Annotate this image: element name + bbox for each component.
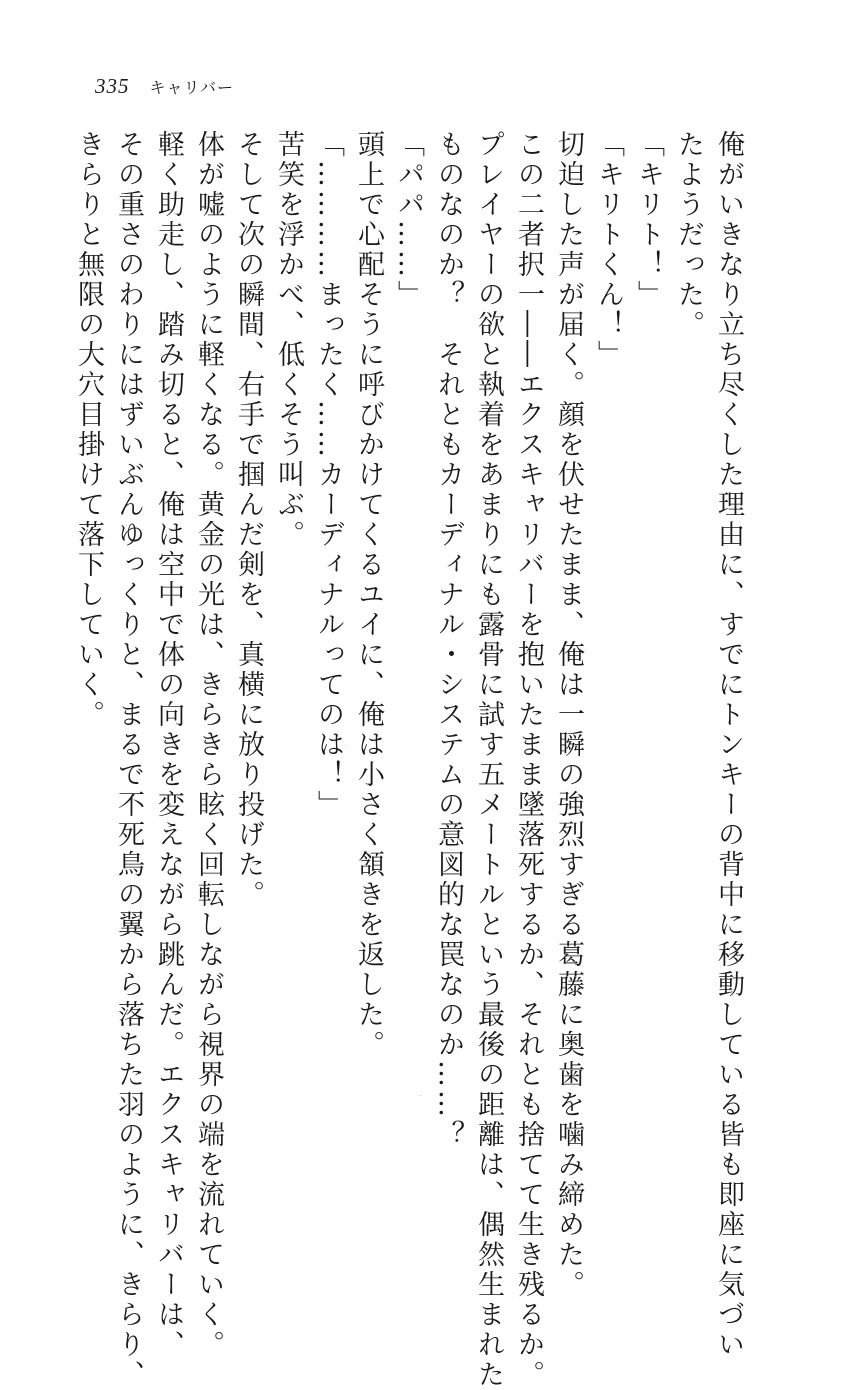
text-line: 「キリトくん！」 <box>593 130 624 370</box>
text-line: プレイヤーの欲と執着をあまりにも露骨に試す五メートルという最後の距離は、偶然生まれた <box>473 130 504 1390</box>
text-line: ものなのか？ それともカーディナル・システムの意図的な罠なのか……？ <box>433 130 464 1150</box>
paper-speck <box>345 745 346 746</box>
text-line: 苦笑を浮かべ、低くそう叫ぶ。 <box>273 130 304 550</box>
page-header <box>95 74 234 106</box>
chapter-title: キャリバー <box>149 78 235 97</box>
text-line: 体が嘘のように軽くなる。黄金の光は、きらきら眩く回転しながら視界の端を流れていく。 <box>193 130 224 1360</box>
text-line: その重さのわりにはずいぶんゆっくりと、まるで不死鳥の翼から落ちた羽のように、きらり、 <box>113 130 144 1390</box>
text-line: この二者択一――エクスキャリバーを抱いたまま墜落死するか、それとも捨てて生き残るか。 <box>513 130 544 1390</box>
vertical-body-text <box>73 130 748 1390</box>
text-line: 切迫した声が届く。顔を伏せたまま、俺は一瞬の強烈すぎる葛藤に奥歯を噛み締めた。 <box>553 130 584 1300</box>
text-line: 「キリト！」 <box>633 130 664 310</box>
text-line: そして次の瞬間、右手で掴んだ剣を、真横に放り投げた。 <box>233 130 264 910</box>
text-line: 俺がいきなり立ち尽くした理由に、すでにトンキーの背中に移動している皆も即座に気づい <box>713 130 744 1360</box>
page-number: 335 <box>95 74 130 98</box>
text-line: きらりと無限の大穴目掛けて落下していく。 <box>73 130 104 730</box>
text-line: 「パパ……」 <box>393 130 424 310</box>
paper-speck <box>420 1095 421 1096</box>
text-line: 頭上で心配そうに呼びかけてくるユイに、俺は小さく頷きを返した。 <box>353 130 384 1060</box>
text-line: 「…………まったく……カーディナルってのは！」 <box>313 130 344 820</box>
text-line: たようだった。 <box>673 130 704 340</box>
text-line: 軽く助走し、踏み切ると、俺は空中で体の向きを変えながら跳んだ。エクスキャリバーは、 <box>153 130 184 1360</box>
